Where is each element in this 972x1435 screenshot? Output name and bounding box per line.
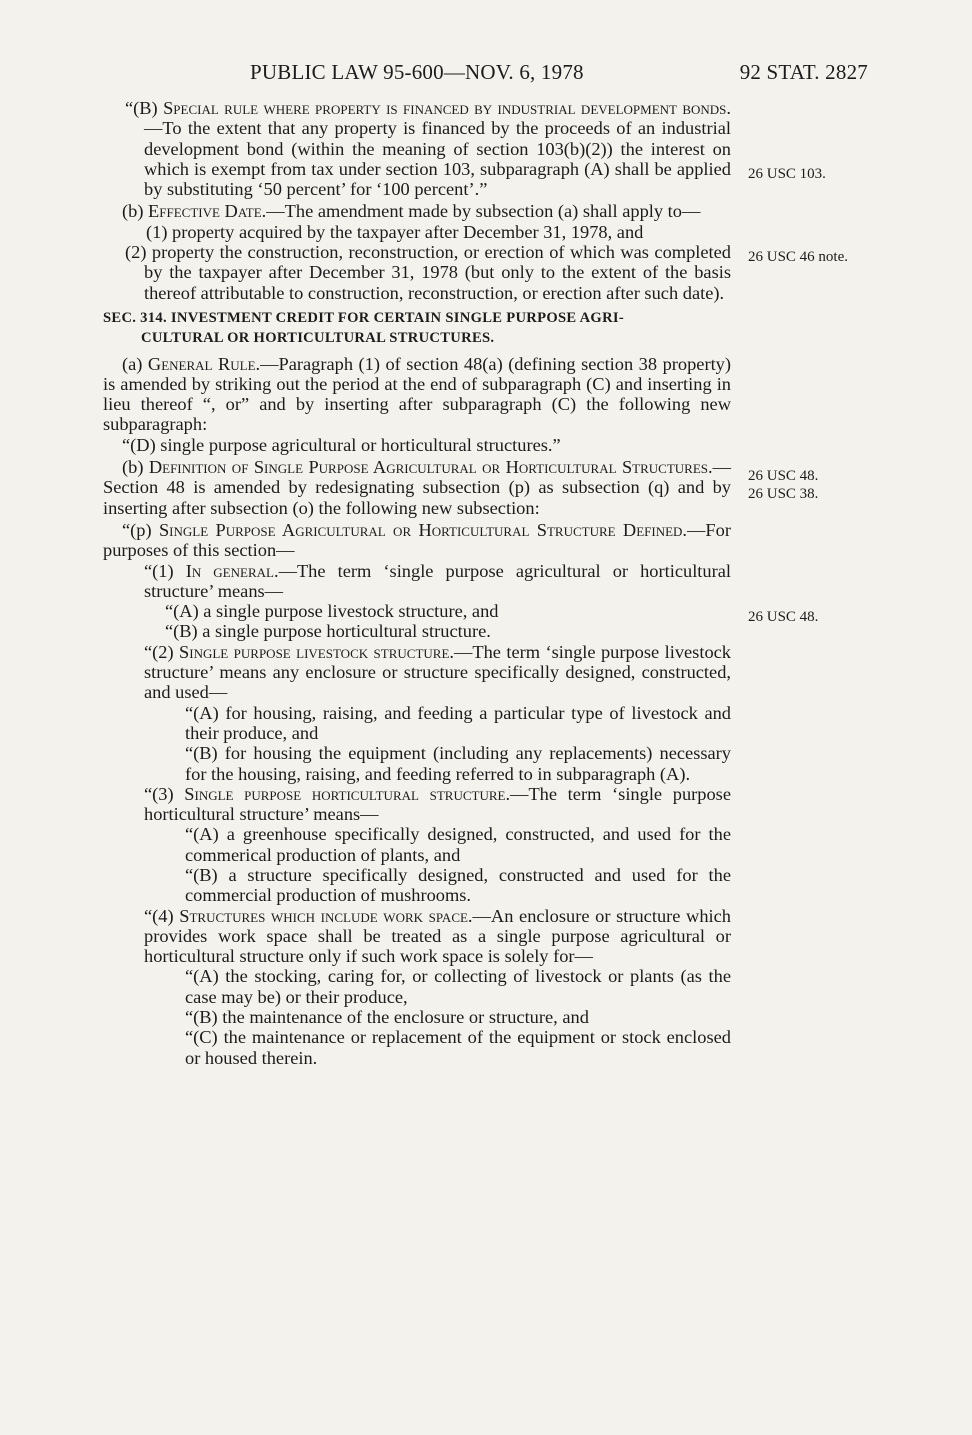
paragraph-heading: Single purpose livestock structure. [179,641,454,662]
paragraph-2-b: “(B) for housing the equipment (including any replacements) necessary for the housing, raising, and feeding referred to in subparagraph (A). [185,743,731,784]
subparagraph-b-special-rule: “(B) Special rule where property is financed by industrial development bonds.—To the extent that any property is financed by the proceeds of an industrial development bond (within the meaning of section 103(b)(2)) the interest on which is exempt from tax under section 103, subparagraph (A) shall be applied by substituting ‘50 percent’ for ‘100 percent’.” [125,98,732,200]
subsection-b-definition: (b) Definition of Single Purpose Agricultural or Horticultural Structures.—Section 48 is amended by redesignating subsection (p) as subsection (q) and by inserting after subsection (o) the following new subsection: [103,457,732,518]
subsection-heading: Single Purpose Agricultural or Horticultural Structure Defined. [158,519,688,540]
paragraph-3-b: “(B) a structure specifically designed, constructed and used for the commercial production of mushrooms. [185,864,731,906]
new-subsection-p: “(p) Single Purpose Agricultural or Horticultural Structure Defined.—For purposes of this section— [103,519,731,561]
margin-note-26-usc-38: 26 USC 38. [748,486,819,502]
paragraph-1-in-general: “(1) In general.—The term ‘single purpose agricultural or horticultural structure’ means— [144,560,731,601]
paragraph-1-b: “(B) a single purpose horticultural structure. [165,621,491,642]
section-314-heading: SEC. 314. INVESTMENT CREDIT FOR CERTAIN SINGLE PURPOSE AGRI- CULTURAL OR HORTICULTURAL STRUCTURES. [103,309,625,347]
new-subparagraph-d: “(D) single purpose agricultural or horticultural structures.” [122,434,561,455]
subsection-a-general-rule: (a) General Rule.—Paragraph (1) of section 48(a) (defining section 38 property) is amended by striking out the period at the end of subparagraph (C) and inserting in lieu thereof “, or” and by inserting after subparagraph (C) the following new subparagraph: [103,353,731,435]
paragraph-3-a: “(A) a greenhouse specifically designed, constructed, and used for the commerical production of plants, and [185,824,731,865]
paragraph-heading: Structures which include work space. [179,905,473,926]
margin-note-26-usc-48: 26 USC 48. [748,468,819,484]
paragraph-4-a: “(A) the stocking, caring for, or collecting of livestock or plants (as the case may be) or their produce, [185,966,731,1007]
effective-date-item-2: (2) property the construction, reconstruction, or erection of which was completed by the taxpayer after December 31, 1978 (but only to the extent of the basis thereof attributable to construction, reconstruction, or erection after such date). [125,242,731,303]
effective-date-item-1: (1) property acquired by the taxpayer after December 31, 1978, and [146,221,644,242]
paragraph-4-c: “(C) the maintenance or replacement of the equipment or stock enclosed or housed therein. [185,1027,731,1068]
statute-body [103,98,731,1068]
paragraph-1-a: “(A) a single purpose livestock structure, and [165,601,499,622]
paragraph-2-livestock: “(2) Single purpose livestock structure.—The term ‘single purpose livestock structure’ means any enclosure or structure specifically designed, constructed, and used— [144,641,731,703]
paragraph-3-horticultural: “(3) Single purpose horticultural structure.—The term ‘single purpose horticultural structure’ means— [144,783,731,825]
subsection-heading: Definition of Single Purpose Agricultural or Horticultural Structures. [148,457,713,478]
subsection-heading: General Rule. [147,353,261,374]
subparagraph-heading: Special rule where property is financed by industrial development bonds. [163,98,732,118]
statute-page-number: 92 STAT. 2827 [739,60,868,84]
paragraph-4-b: “(B) the maintenance of the enclosure or structure, and [185,1007,589,1028]
subsection-heading: Effective Date. [148,201,267,222]
margin-note-26-usc-46: 26 USC 46 note. [748,249,849,265]
margin-note-26-usc-103: 26 USC 103. [748,166,826,182]
subsection-b-effective-date: (b) Effective Date.—The amendment made by subsection (a) shall apply to— [122,201,701,222]
paragraph-heading: In general. [185,560,279,581]
public-law-citation: PUBLIC LAW 95-600—NOV. 6, 1978 [250,60,584,84]
paragraph-2-a: “(A) for housing, raising, and feeding a particular type of livestock and their produce, and [185,702,731,743]
margin-note-26-usc-48-b: 26 USC 48. [748,609,819,625]
paragraph-heading: Single purpose horticultural structure. [184,783,511,804]
paragraph-4-work-space: “(4) Structures which include work space.—An enclosure or structure which provides work space shall be treated as a single purpose agricultural or horticultural structure only if such work space is solely for— [144,905,731,967]
